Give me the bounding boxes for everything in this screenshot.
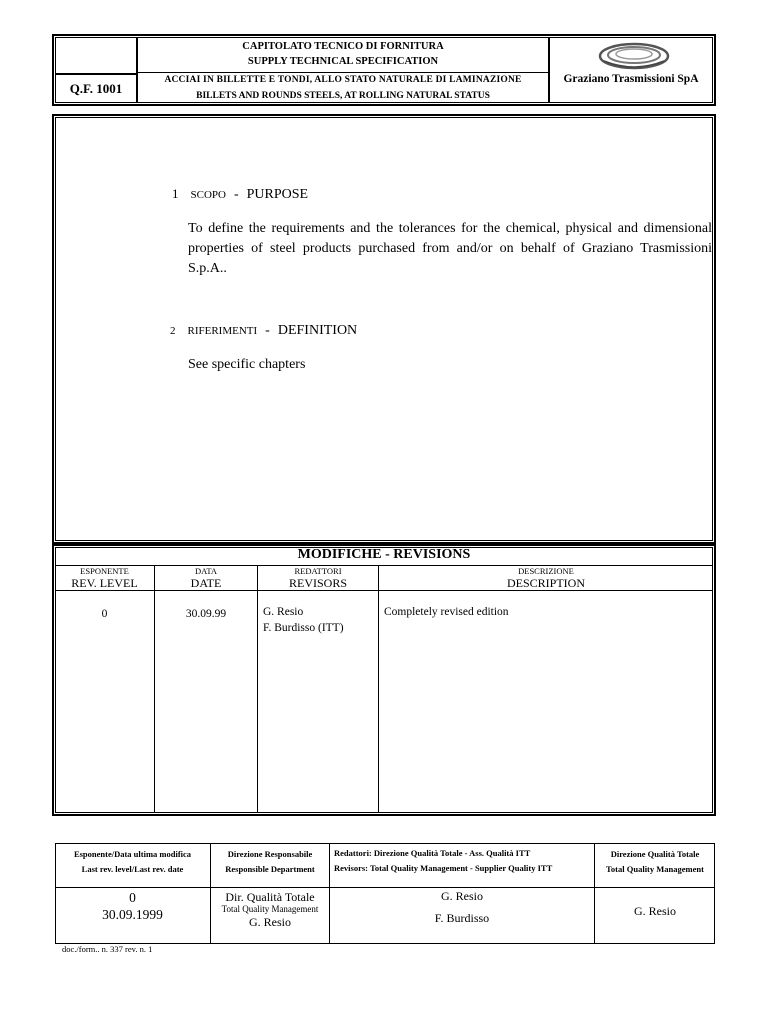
column-header-date [155, 566, 257, 591]
column-header-it: REDATTORI [294, 566, 342, 576]
company-name: Graziano Trasmissioni SpA [563, 73, 699, 85]
revision-level-cell: 0 [101, 608, 108, 620]
footer-col4-header [595, 847, 715, 877]
section-1-label-en: PURPOSE [246, 187, 309, 202]
column-header-it: ESPONENTE [80, 566, 129, 576]
footer-col4-header-it: Direzione Qualità Totale [610, 849, 700, 859]
subject-english: BILLETS AND ROUNDS STEELS, AT ROLLING NATURAL STATUS [196, 91, 490, 101]
company-block [549, 37, 713, 103]
section-2-number: 2 [170, 325, 176, 337]
revisions-col-divider-2 [257, 565, 258, 813]
footer-col4-header-en: Total Quality Management [606, 864, 704, 874]
section-1-separator: - [233, 187, 239, 202]
revisions-title: MODIFICHE - REVISIONS [297, 547, 471, 562]
footer-revisor-2: F. Burdisso [434, 911, 490, 925]
footer-rev-date: 30.09.1999 [102, 907, 163, 922]
document-form-reference: doc./form.. n. 337 rev. n. 1 [62, 944, 153, 954]
footer-col2-header-en: Responsible Department [225, 864, 315, 874]
footer-col1-header-en: Last rev. level/Last rev. date [81, 864, 184, 874]
section-2-heading [170, 321, 357, 339]
footer-dept-name: G. Resio [249, 915, 291, 929]
content-inner-frame [55, 117, 713, 541]
footer-rev-level: 0 [129, 890, 136, 905]
section-2-label-en: DEFINITION [277, 323, 358, 338]
footer-col3-header [334, 847, 592, 874]
footer-dept-english: Total Quality Management [221, 904, 319, 914]
footer-dept-italian: Dir. Qualità Totale [225, 890, 315, 904]
title-english: SUPPLY TECHNICAL SPECIFICATION [247, 56, 439, 67]
revision-date-cell: 30.09.99 [185, 608, 227, 620]
column-header-description [379, 566, 713, 591]
section-2-label-it: RIFERIMENTI [187, 325, 258, 337]
document-code: Q.F. 1001 [55, 74, 137, 103]
footer-col3-header-en: Revisors: Total Quality Management - Supplier Quality ITT [334, 863, 553, 873]
column-header-rev-level [55, 566, 154, 591]
footer-revisor-1: G. Resio [441, 889, 483, 903]
section-2-separator: - [265, 323, 270, 338]
column-header-it: DATA [195, 566, 217, 576]
title-italian: CAPITOLATO TECNICO DI FORNITURA [242, 41, 444, 52]
footer-header-divider [55, 887, 715, 888]
column-header-en: DESCRIPTION [506, 576, 585, 590]
company-logo-icon [594, 41, 674, 71]
column-header-en: DATE [190, 576, 222, 590]
header-code-top-cell [55, 37, 137, 74]
header-divider [137, 72, 549, 73]
section-1-heading [172, 185, 308, 203]
footer-approver: G. Resio [634, 904, 676, 918]
footer-col2-header-it: Direzione Responsabile [227, 849, 313, 859]
section-1-label-it: SCOPO [190, 189, 226, 201]
header-title-block [137, 37, 549, 103]
section-1-number: 1 [172, 186, 179, 201]
revision-revisor-2: F. Burdisso (ITT) [263, 622, 344, 634]
section-2-text: See specific chapters [188, 357, 306, 372]
revisions-col-divider-1 [154, 565, 155, 813]
section-1-text: To define the requirements and the tolerances for the chemical, physical and dimensional properties of steel products purchased from and/or on behalf of Graziano Trasmissioni S.p.A.. [188, 221, 712, 276]
subject-italian: ACCIAI IN BILLETTE E TONDI, ALLO STATO NATURALE DI LAMINAZIONE [164, 75, 522, 85]
column-header-it: DESCRIZIONE [518, 566, 574, 576]
revision-description-cell: Completely revised edition [384, 606, 509, 618]
footer-col1-header [55, 847, 210, 877]
column-header-en: REV. LEVEL [71, 576, 138, 590]
revision-revisor-1: G. Resio [263, 606, 304, 618]
column-header-revisors [258, 566, 378, 591]
footer-col1-header-it: Esponente/Data ultima modifica [73, 849, 192, 859]
footer-col3-header-it: Redattori: Direzione Qualità Totale - Ass. Qualità ITT [334, 848, 531, 858]
revisions-col-divider-3 [378, 565, 379, 813]
column-header-en: REVISORS [288, 576, 347, 590]
footer-col2-header [211, 847, 329, 877]
